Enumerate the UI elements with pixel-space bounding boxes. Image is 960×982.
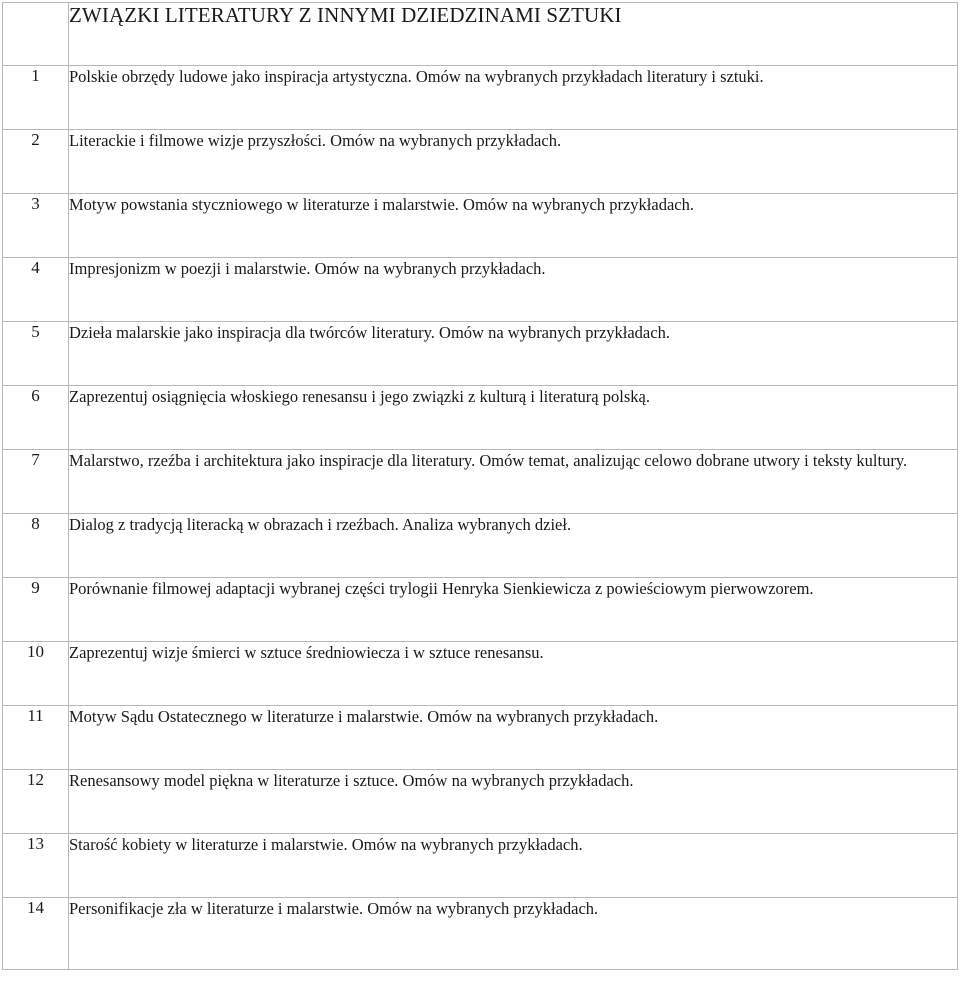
topic-text: Dialog z tradycją literacką w obrazach i rzeźbach. Analiza wybranych dzieł. xyxy=(69,514,958,578)
topic-text: Polskie obrzędy ludowe jako inspiracja artystyczna. Omów na wybranych przykładach literatury i sztuki. xyxy=(69,66,958,130)
topic-row-12 xyxy=(3,770,958,834)
topic-number: 7 xyxy=(3,450,69,514)
topic-number: 14 xyxy=(3,898,69,970)
topic-text: Zaprezentuj osiągnięcia włoskiego renesansu i jego związki z kulturą i literaturą polską. xyxy=(69,386,958,450)
topic-number: 8 xyxy=(3,514,69,578)
topic-text: Malarstwo, rzeźba i architektura jako inspiracje dla literatury. Omów temat, analizując celowo dobrane utwory i teksty kultury. xyxy=(69,450,958,514)
topic-number: 3 xyxy=(3,194,69,258)
topics-table xyxy=(2,2,958,970)
topic-text: Dzieła malarskie jako inspiracja dla twórców literatury. Omów na wybranych przykładach. xyxy=(69,322,958,386)
topic-text: Impresjonizm w poezji i malarstwie. Omów na wybranych przykładach. xyxy=(69,258,958,322)
topic-text: Porównanie filmowej adaptacji wybranej części trylogii Henryka Sienkiewicza z powieściowym pierwowzorem. xyxy=(69,578,958,642)
topic-row-8 xyxy=(3,514,958,578)
topic-row-7 xyxy=(3,450,958,514)
topic-number: 4 xyxy=(3,258,69,322)
topic-row-13 xyxy=(3,834,958,898)
topic-text: Starość kobiety w literaturze i malarstwie. Omów na wybranych przykładach. xyxy=(69,834,958,898)
topic-row-4 xyxy=(3,258,958,322)
topic-number: 5 xyxy=(3,322,69,386)
topic-row-10 xyxy=(3,642,958,706)
topic-number: 2 xyxy=(3,130,69,194)
topic-row-14 xyxy=(3,898,958,970)
topic-text: Personifikacje zła w literaturze i malarstwie. Omów na wybranych przykładach. xyxy=(69,898,958,970)
topic-row-6 xyxy=(3,386,958,450)
topic-text: Literackie i filmowe wizje przyszłości. Omów na wybranych przykładach. xyxy=(69,130,958,194)
topic-number: 13 xyxy=(3,834,69,898)
topic-text: Motyw powstania styczniowego w literaturze i malarstwie. Omów na wybranych przykładach. xyxy=(69,194,958,258)
topic-number: 6 xyxy=(3,386,69,450)
section-title: ZWIĄZKI LITERATURY Z INNYMI DZIEDZINAMI SZTUKI xyxy=(69,3,958,66)
topic-number: 12 xyxy=(3,770,69,834)
topic-row-5 xyxy=(3,322,958,386)
topic-number: 1 xyxy=(3,66,69,130)
topic-row-9 xyxy=(3,578,958,642)
table-header-row xyxy=(3,3,958,66)
topic-text: Zaprezentuj wizje śmierci w sztuce średniowiecza i w sztuce renesansu. xyxy=(69,642,958,706)
topics-table-body xyxy=(3,3,958,970)
topic-row-2 xyxy=(3,130,958,194)
topic-text: Renesansowy model piękna w literaturze i sztuce. Omów na wybranych przykładach. xyxy=(69,770,958,834)
topic-number: 11 xyxy=(3,706,69,770)
topic-number: 10 xyxy=(3,642,69,706)
topic-row-1 xyxy=(3,66,958,130)
header-number-cell xyxy=(3,3,69,66)
topic-text: Motyw Sądu Ostatecznego w literaturze i malarstwie. Omów na wybranych przykładach. xyxy=(69,706,958,770)
topic-row-3 xyxy=(3,194,958,258)
topic-row-11 xyxy=(3,706,958,770)
topic-number: 9 xyxy=(3,578,69,642)
